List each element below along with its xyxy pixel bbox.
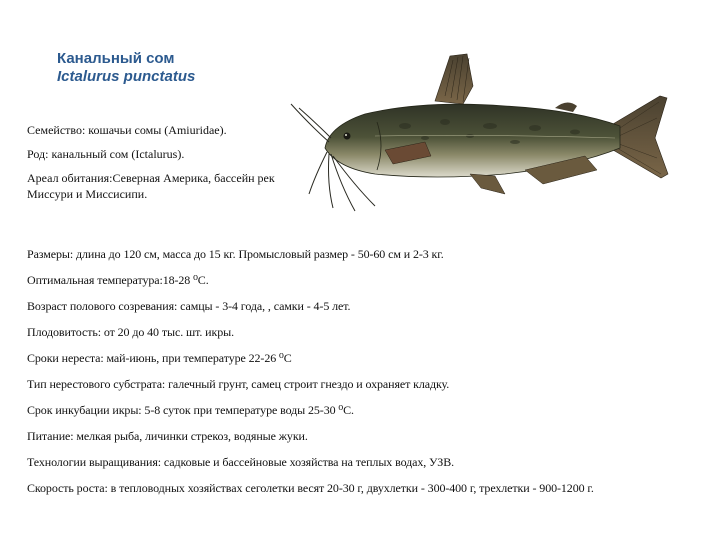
page-title: Канальный сом bbox=[57, 50, 175, 67]
habitat-line: Ареал обитания:Северная Америка, бассейн рек Миссури и Миссисипи. bbox=[27, 171, 275, 201]
details-list bbox=[27, 246, 717, 506]
detail-item: Срок инкубации икры: 5-8 суток при температуре воды 25-30 ⁰С. bbox=[27, 403, 354, 417]
detail-item: Сроки нереста: май-июнь, при температуре 22-26 ⁰С bbox=[27, 351, 292, 365]
detail-item: Тип нерестового субстрата: галечный грунт, самец строит гнездо и охраняет кладку. bbox=[27, 377, 450, 391]
catfish-illustration bbox=[285, 46, 685, 226]
latin-name: Ictalurus punctatus bbox=[57, 68, 196, 85]
detail-item: Оптимальная температура:18-28 ⁰С. bbox=[27, 273, 209, 287]
detail-item: Размеры: длина до 120 см, масса до 15 кг. Промысловый размер - 50-60 см и 2-3 кг. bbox=[27, 247, 444, 261]
detail-item: Питание: мелкая рыба, личинки стрекоз, водяные жуки. bbox=[27, 429, 308, 443]
detail-item: Скорость роста: в тепловодных хозяйствах сеголетки весят 20-30 г, двухлетки - 300-400 г, трехлетки - 900-1200 г. bbox=[27, 481, 594, 495]
info-block bbox=[27, 122, 297, 210]
family-line: Семейство: кошачьи сомы (Amiuridae). bbox=[27, 123, 227, 137]
title-block bbox=[57, 50, 195, 86]
detail-item: Плодовитость: от 20 до 40 тыс. шт. икры. bbox=[27, 325, 234, 339]
detail-item: Технологии выращивания: садковые и бассейновые хозяйства на теплых водах, УЗВ. bbox=[27, 455, 455, 469]
detail-item: Возраст полового созревания: самцы - 3-4 года, , самки - 4-5 лет. bbox=[27, 299, 351, 313]
genus-line: Род: канальный сом (Ictalurus). bbox=[27, 147, 185, 161]
